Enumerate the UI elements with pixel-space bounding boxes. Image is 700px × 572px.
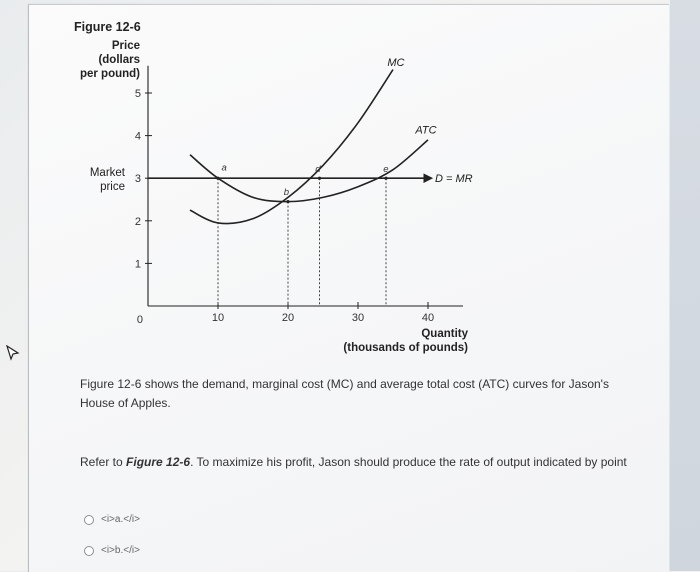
y-axis-label-line-2: (dollars [98, 54, 140, 66]
option-a-label: <i>a.</i> [101, 514, 140, 525]
question-text [80, 453, 640, 472]
y-axis-label-line-1: Price [111, 40, 140, 52]
point-label-e: e [383, 163, 389, 175]
origin-label: 0 [136, 314, 143, 326]
point-marker [318, 177, 321, 180]
x-tick-label: 30 [351, 312, 365, 324]
point-marker [384, 177, 387, 180]
answer-option-b[interactable] [84, 545, 140, 556]
question-prefix: Refer to [80, 455, 127, 469]
radio-button-icon[interactable] [84, 515, 94, 525]
answer-option-a[interactable] [84, 514, 140, 525]
x-tick-label: 10 [211, 312, 225, 324]
figure-reference: Figure 12-6 [126, 455, 191, 469]
y-tick-label: 5 [134, 88, 141, 100]
figure-title: Figure 12-6 [74, 20, 141, 34]
plot-area [135, 57, 473, 326]
question-rest: . To maximize his profit, Jason should produce the rate of output indicated by point [190, 455, 627, 469]
mc-label: MC [387, 57, 405, 70]
market-price-label-line-2: price [100, 181, 125, 193]
y-tick-label: 1 [134, 258, 141, 271]
point-label-d: d [315, 163, 321, 175]
radio-button-icon[interactable] [84, 546, 94, 556]
mc-curve [190, 70, 393, 224]
atc-label: ATC [415, 124, 437, 137]
mouse-cursor-icon [5, 345, 21, 361]
y-axis-label-line-3: per pound) [79, 68, 140, 80]
x-tick-label: 20 [281, 312, 295, 324]
x-tick-label: 40 [421, 312, 435, 324]
x-axis-label-line-2: (thousands of pounds) [343, 342, 468, 354]
y-tick-label: 2 [134, 215, 141, 228]
point-marker [216, 177, 219, 180]
y-tick-label: 4 [134, 130, 141, 143]
figure-description: Figure 12-6 shows the demand, marginal cost (MC) and average total cost (ATC) curves for Jason's House of Apples. [80, 377, 609, 410]
point-label-b: b [283, 186, 290, 198]
point-marker [286, 200, 289, 203]
x-axis-label-line-1: Quantity [421, 328, 468, 340]
point-label-a: a [221, 162, 227, 174]
y-tick-label: 3 [134, 173, 141, 186]
option-b-label: <i>b.</i> [101, 545, 140, 556]
demand-mr-label: D = MR [435, 173, 473, 186]
market-price-label-line-1: Market [89, 167, 125, 179]
